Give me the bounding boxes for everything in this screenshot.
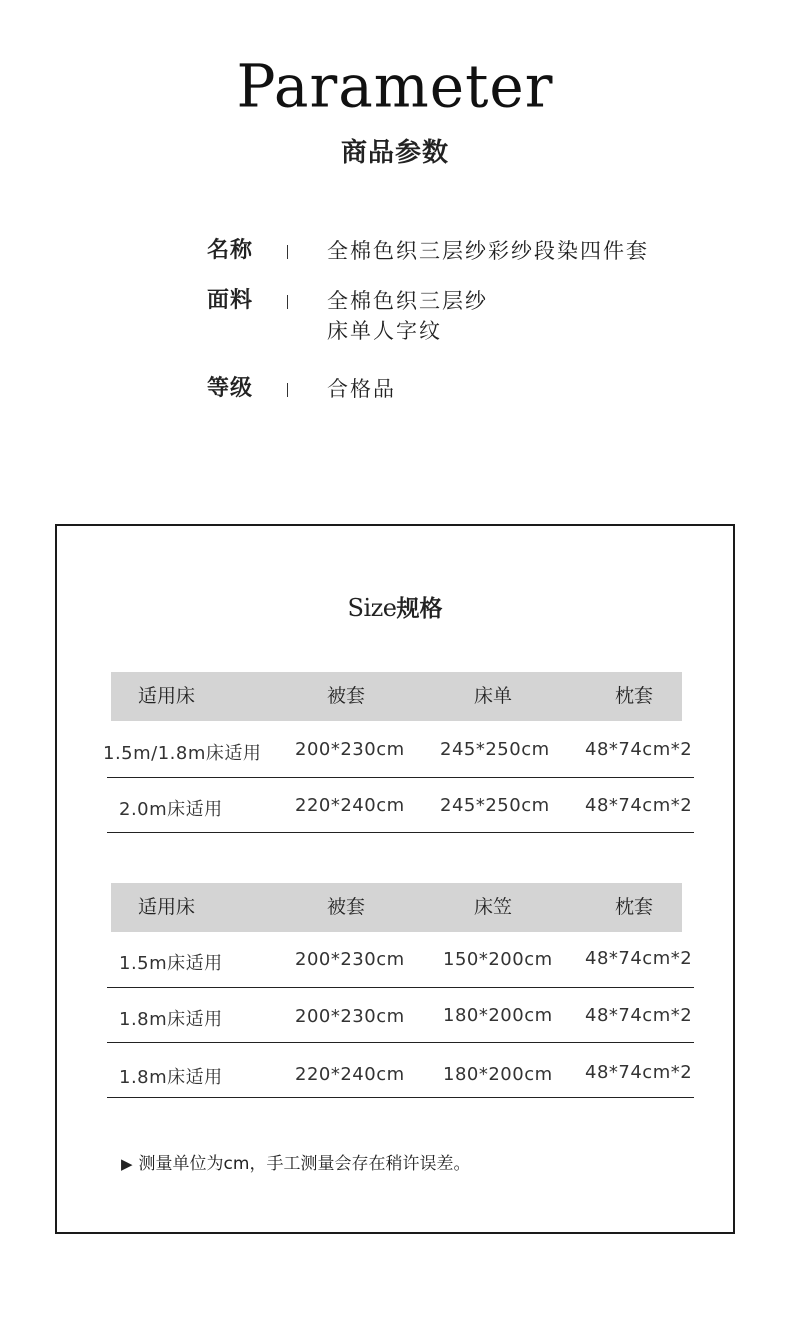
param-value: 全棉色织三层纱彩纱段染四件套	[327, 239, 649, 263]
table-header	[111, 672, 682, 721]
param-value: 合格品	[327, 377, 396, 401]
table-cell: 48*74cm*2	[585, 1005, 693, 1026]
param-row-fabric	[207, 286, 488, 346]
param-label: 等级	[207, 376, 254, 401]
table-cell: 1.8m床适用	[119, 1009, 223, 1030]
table-cell: 48*74cm*2	[585, 795, 693, 816]
table-cell: 200*230cm	[295, 1006, 405, 1027]
table-cell: 1.5m床适用	[119, 953, 223, 974]
table-header	[111, 883, 682, 932]
param-value-group	[327, 286, 488, 346]
header-cell: 适用床	[138, 896, 196, 918]
param-row-name	[207, 236, 649, 266]
size-panel	[55, 524, 735, 1234]
param-label: 面料	[207, 288, 254, 313]
table-cell: 48*74cm*2	[585, 1062, 693, 1083]
table-cell: 180*200cm	[443, 1005, 553, 1026]
header-cell: 枕套	[615, 685, 654, 707]
header-cell: 枕套	[615, 896, 654, 918]
table-cell: 245*250cm	[440, 739, 550, 760]
table-cell: 1.5m/1.8m床适用	[103, 743, 262, 764]
table-cell: 180*200cm	[443, 1064, 553, 1085]
header-cell: 被套	[327, 896, 366, 918]
table-cell: 48*74cm*2	[585, 948, 693, 969]
page-title: Parameter	[236, 51, 554, 121]
measurement-note	[121, 1149, 470, 1174]
size-title-latin: Size	[347, 594, 397, 622]
param-row-grade	[207, 374, 396, 404]
note-text: 测量单位为cm，手工测量会存在稍许误差。	[138, 1154, 471, 1174]
table-cell: 220*240cm	[295, 1064, 405, 1085]
row-divider	[107, 987, 694, 988]
page-subtitle: 商品参数	[340, 138, 449, 168]
separator	[281, 236, 295, 266]
size-title-cjk: 规格	[396, 596, 443, 622]
table-cell: 150*200cm	[443, 949, 553, 970]
table-cell: 200*230cm	[295, 949, 405, 970]
header-cell: 被套	[327, 685, 366, 707]
param-value: 全棉色织三层纱	[327, 289, 488, 313]
param-value-line2: 床单人字纹	[327, 319, 442, 343]
table-cell: 200*230cm	[295, 739, 405, 760]
param-label: 名称	[207, 238, 254, 263]
separator	[281, 286, 295, 316]
row-divider	[107, 777, 694, 778]
header-cell: 适用床	[138, 685, 196, 707]
separator	[281, 374, 295, 404]
row-divider	[107, 832, 694, 833]
row-divider	[107, 1042, 694, 1043]
table-cell: 245*250cm	[440, 795, 550, 816]
table-cell: 220*240cm	[295, 795, 405, 816]
header-cell: 床笠	[474, 896, 513, 918]
table-cell: 48*74cm*2	[585, 739, 693, 760]
row-divider	[107, 1097, 694, 1098]
size-title	[57, 590, 733, 623]
play-triangle-icon: ▶	[121, 1155, 133, 1173]
header-cell: 床单	[474, 685, 513, 707]
table-cell: 2.0m床适用	[119, 799, 223, 820]
table-cell: 1.8m床适用	[119, 1067, 223, 1088]
